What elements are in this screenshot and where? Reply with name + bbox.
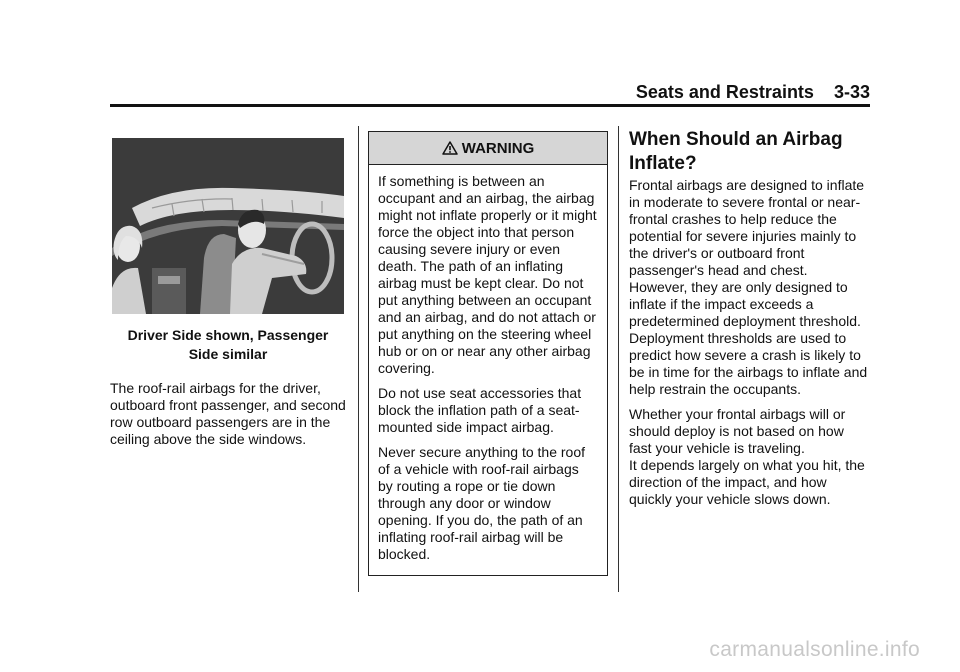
column-divider-1 [358, 126, 359, 592]
airbag-inflate-heading: When Should an Airbag Inflate? [629, 129, 843, 174]
roof-rail-airbag-paragraph: The roof-rail airbags for the driver, outboard front passenger, and second row outboard passengers are in the ceiling above the side windows. [110, 380, 346, 447]
warning-paragraph: Never secure anything to the roof of a vehicle with roof-rail airbags by routing a rope or tie down through any door or window opening. If you do, the path of an inflating roof-rail airbag will be blocked. [378, 444, 586, 562]
figure-caption-line-2: Side similar [188, 346, 268, 362]
page-number: 3-33 [833, 82, 870, 102]
figure-caption [112, 326, 344, 364]
airbag-illustration-drawing [112, 138, 344, 314]
warning-header [369, 132, 607, 165]
warning-box [368, 131, 608, 576]
body-paragraph: It depends largely on what you hit, the direction of the impact, and how quickly your vehicle slows down. [629, 457, 865, 507]
warning-paragraph: Do not use seat accessories that block the inflation path of a seat-mounted side impact airbag. [378, 385, 582, 435]
section-name: Seats and Restraints [635, 82, 814, 102]
warning-title: WARNING [461, 139, 535, 157]
airbag-inflate-body [629, 177, 869, 516]
header-rule [110, 104, 870, 107]
warning-paragraph: If something is between an occupant and an airbag, the airbag might not inflate properly or it might force the object into that person causing severe injury or even death. The path of an inflating airbag must be kept clear. Do not put anything between an occupant and an airbag, and do not attach or put anything on the steering wheel hub or on or near any other airbag covering. [378, 173, 597, 376]
body-paragraph: Whether your frontal airbags will or should deploy is not based on how fast your vehicle is traveling. [629, 406, 846, 456]
warning-body [369, 165, 607, 563]
section-title [440, 82, 870, 103]
airbag-illustration [112, 138, 344, 314]
warning-triangle-icon [442, 141, 458, 155]
column-divider-2 [618, 126, 619, 592]
body-paragraph: Frontal airbags are designed to inflate in moderate to severe frontal or near-frontal crashes to help reduce the potential for severe injuries mainly to the driver's or outboard front passenger's head and chest. However, they are only designed to inflate if the impact exceeds a predetermined deployment threshold. Deployment thresholds are used to predict how severe a crash is likely to be in time for the airbags to inflate and help restrain the occupants. [629, 177, 868, 397]
figure-caption-line-1: Driver Side shown, Passenger [127, 327, 329, 343]
site-watermark: carmanualsonline.info [709, 638, 920, 661]
